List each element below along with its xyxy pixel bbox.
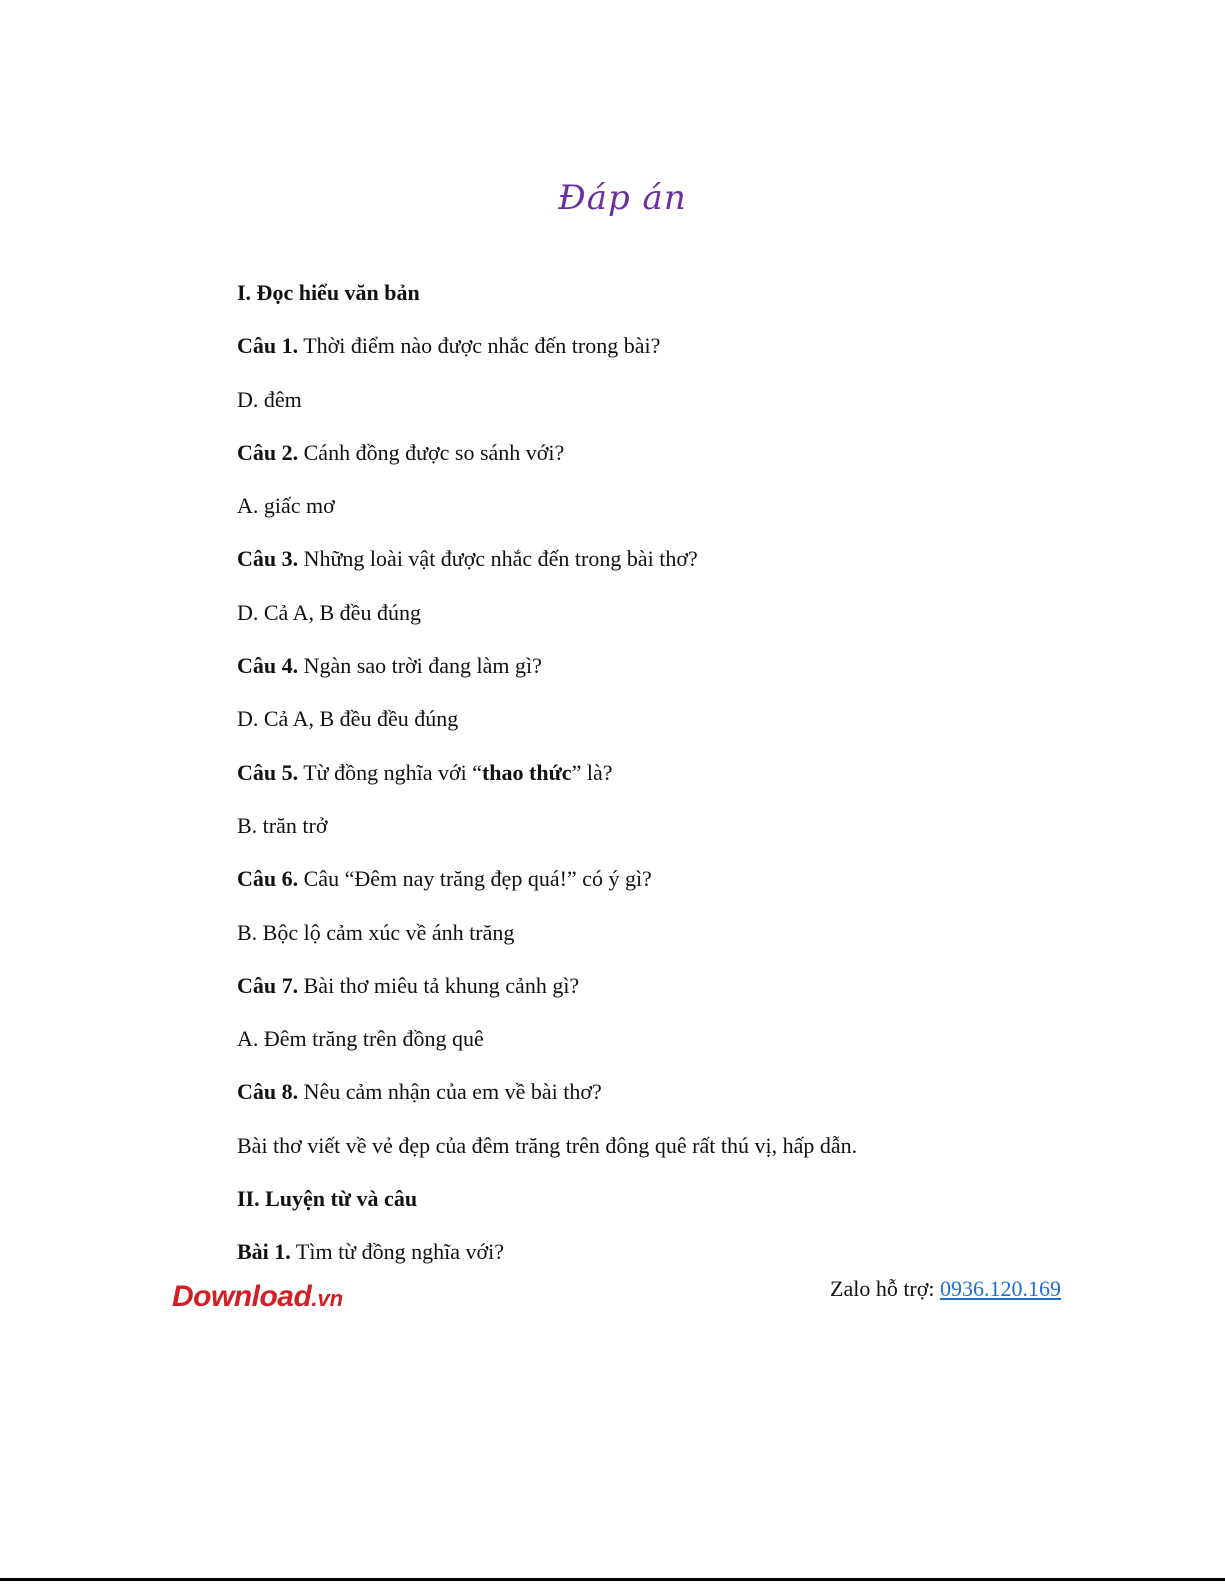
question-label: Câu 3. bbox=[237, 546, 299, 572]
support-phone-link[interactable]: 0936.120.169 bbox=[940, 1276, 1061, 1301]
question-text: Từ đồng nghĩa với “ bbox=[298, 759, 482, 785]
question-text: Nêu cảm nhận của em về bài thơ? bbox=[298, 1079, 602, 1105]
question-6 bbox=[237, 852, 1137, 905]
answer-8: Bài thơ viết về vẻ đẹp của đêm trăng trên đông quê rất thú vị, hấp dẫn. bbox=[237, 1132, 858, 1158]
question-4 bbox=[237, 639, 1137, 692]
question-text: Bài thơ miêu tả khung cảnh gì? bbox=[298, 972, 580, 998]
question-text: Câu “Đêm nay trăng đẹp quá!” có ý gì? bbox=[298, 866, 652, 892]
question-text: Cánh đồng được so sánh với? bbox=[298, 439, 565, 465]
page-title: Đáp án bbox=[558, 178, 687, 218]
question-label: Câu 4. bbox=[237, 653, 299, 679]
exercise-text: Tìm từ đồng nghĩa với? bbox=[290, 1239, 504, 1265]
question-text: Thời điểm nào được nhắc đến trong bài? bbox=[298, 333, 661, 359]
question-label: Câu 5. bbox=[237, 759, 299, 785]
support-label: Zalo hỗ trợ: bbox=[830, 1276, 940, 1301]
question-label: Câu 6. bbox=[237, 866, 299, 892]
section-heading: II. Luyện từ và câu bbox=[237, 1186, 418, 1212]
question-label: Câu 2. bbox=[237, 439, 299, 465]
answer-6: B. Bộc lộ cảm xúc về ánh trăng bbox=[237, 919, 515, 945]
question-3 bbox=[237, 532, 1137, 585]
question-label: Câu 8. bbox=[237, 1079, 299, 1105]
question-text: Ngàn sao trời đang làm gì? bbox=[298, 653, 542, 679]
question-1 bbox=[237, 319, 1137, 372]
answer-5: B. trăn trở bbox=[237, 812, 328, 838]
download-vn-logo[interactable]: Download.vn bbox=[172, 1280, 344, 1313]
question-label: Câu 7. bbox=[237, 972, 299, 998]
question-text: Những loài vật được nhắc đến trong bài thơ? bbox=[298, 546, 698, 572]
exercise-1 bbox=[237, 1225, 1137, 1278]
answer-2: A. giấc mơ bbox=[237, 493, 335, 519]
zalo-support bbox=[830, 1276, 1061, 1302]
section-heading: I. Đọc hiểu văn bản bbox=[237, 280, 420, 305]
answer-4: D. Cả A, B đều đều đúng bbox=[237, 706, 459, 732]
document-body bbox=[237, 266, 1137, 1279]
answer-1: D. đêm bbox=[237, 386, 302, 412]
page-bottom-divider bbox=[0, 1578, 1225, 1581]
question-5 bbox=[237, 746, 1137, 799]
answer-3: D. Cả A, B đều đúng bbox=[237, 599, 421, 625]
exercise-label: Bài 1. bbox=[237, 1239, 291, 1265]
question-text: ” là? bbox=[571, 759, 613, 785]
question-2 bbox=[237, 426, 1137, 479]
question-8 bbox=[237, 1065, 1137, 1118]
answer-7: A. Đêm trăng trên đồng quê bbox=[237, 1026, 484, 1052]
question-7 bbox=[237, 959, 1137, 1012]
question-bold-term: thao thức bbox=[481, 759, 572, 785]
page-footer bbox=[0, 1272, 1225, 1332]
question-label: Câu 1. bbox=[237, 333, 299, 359]
